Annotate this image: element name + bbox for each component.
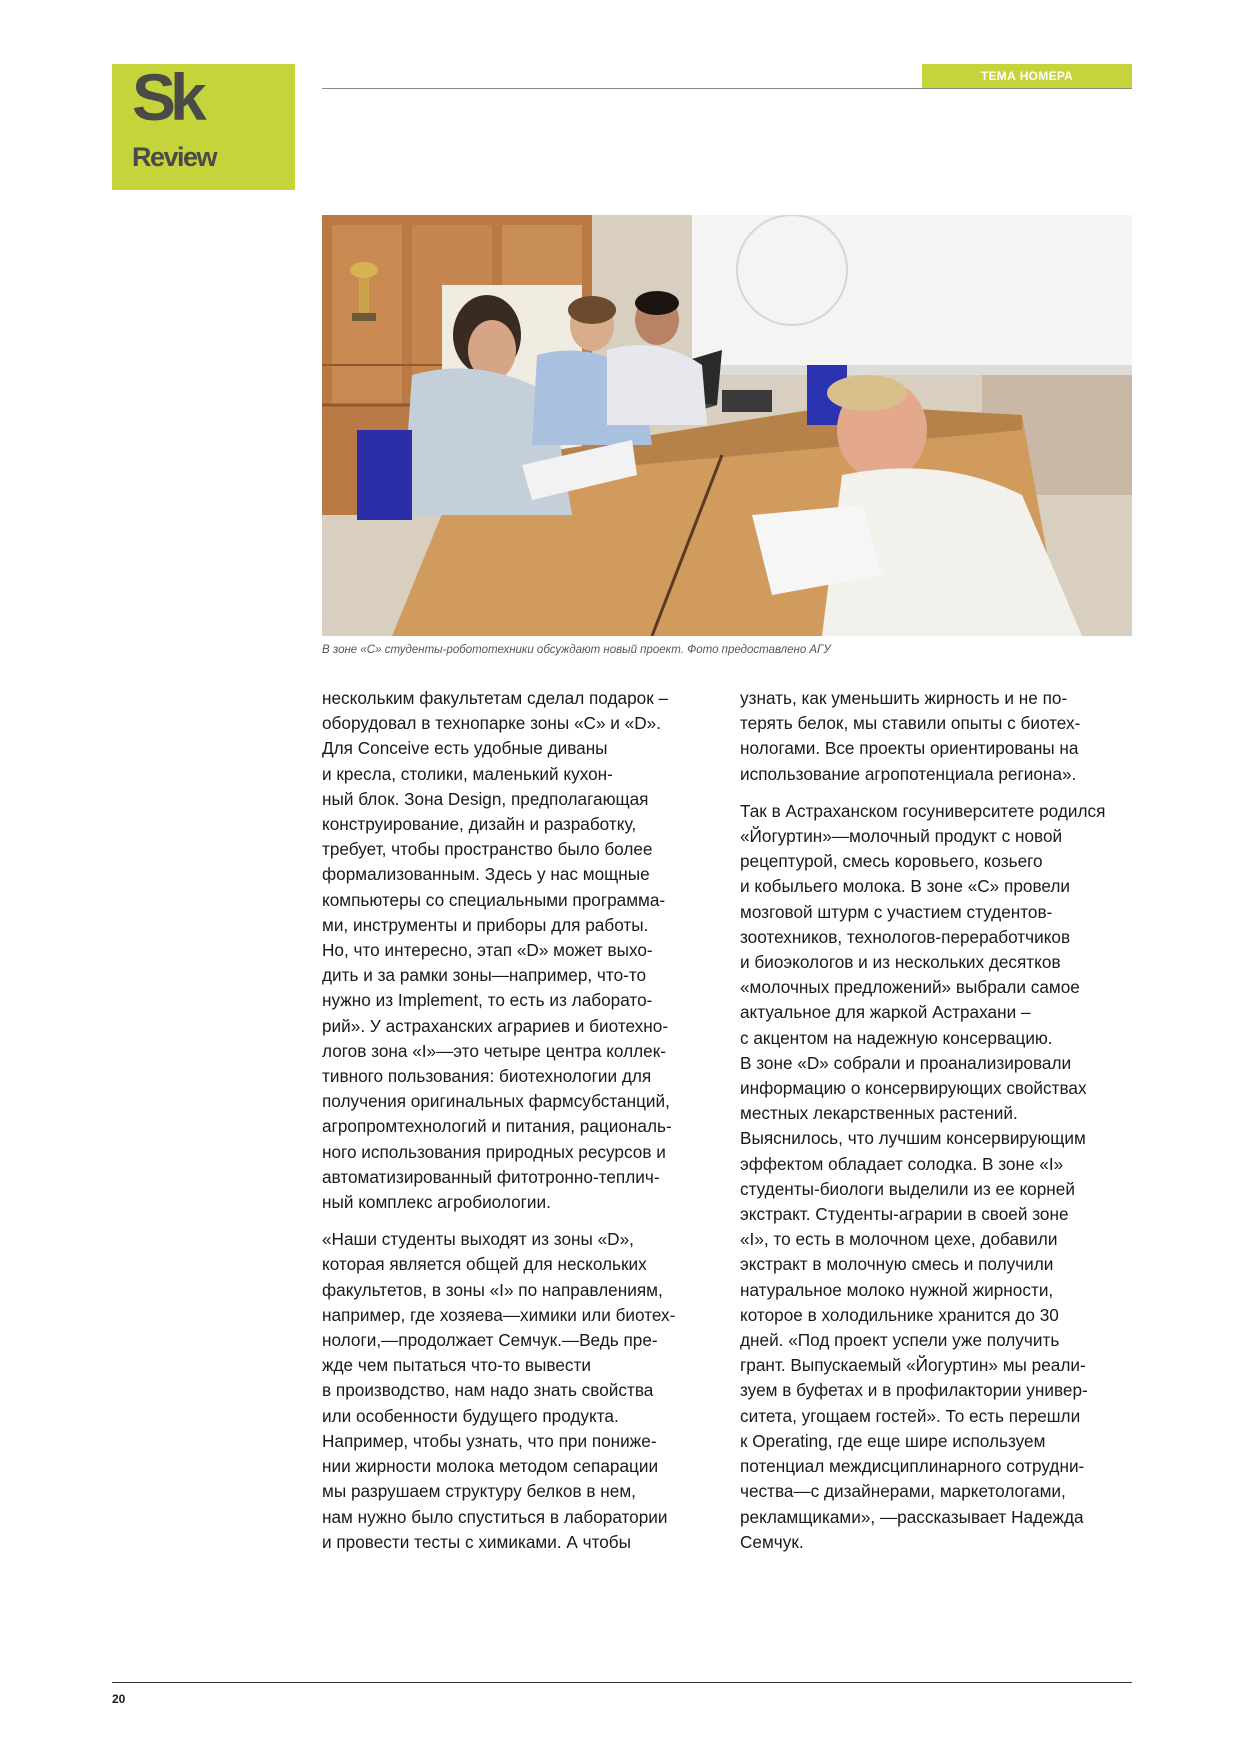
logo-mark: Sk <box>132 60 201 134</box>
logo-subtitle: Review <box>132 142 217 172</box>
header-rule <box>322 88 1132 89</box>
photo-caption: В зоне «C» студенты-робототехники обсуждают новый проект. Фото предоставлено АГУ <box>322 644 831 656</box>
paragraph: узнать, как уменьшить жирность и не по- терять белок, мы ставили опыты с биотех- нологами. Все проекты ориентированы на использование агропотенциала региона». <box>740 688 1081 784</box>
article-column-left <box>322 686 717 1567</box>
article-photo <box>322 215 1132 636</box>
paragraph: Так в Астраханском госуниверситете родился «Йогуртин»—молочный продукт с новой рецептурой, смесь коровьего, козьего и кобыльего молока. В зоне «C» провели мозговой штурм с участием студентов- зоотехников, технологов-переработчиков и биоэкологов и из нескольких десятков «молочных предложений» выбрали самое актуальное для жаркой Астрахани – с акцентом на надежную консервацию. В зоне «D» собрали и проанализировали информацию о консервирующих свойствах местных лекарственных растений. Выяснилось, что лучшим консервирующим эффектом обладает солодка. В зоне «I» студенты-биологи выделили из ее корней экстракт. Студенты-аграрии в своей зоне «I», то есть в молочном цехе, добавили экстракт в молочную смесь и получили натуральное молоко нужной жирности, которое в холодильнике хранится до 30 дней. «Под проект успели уже получить грант. Выпускаемый «Йогуртин» мы реали- зуем в буфетах и в профилактории универ- ситета, угощаем гостей». То есть перешли к Operating, где еще шире используем потенциал междисциплинарного сотрудни- чества—с дизайнерами, маркетологами, рекламщиками», —рассказывает Надежда Семчук. <box>740 800 1106 1552</box>
section-tag: ТЕМА НОМЕРА <box>922 64 1132 88</box>
sk-review-logo <box>112 60 295 190</box>
footer-rule <box>112 1682 1132 1683</box>
paragraph: «Наши студенты выходят из зоны «D», которая является общей для нескольких факультетов, в зоны «I» по направлениям, например, где хозяева—химики или биотех- нологи,—продолжает Семчук.—Ведь пре- жде чем пытаться что-то вывести в производство, нам надо знать свойства или особенности будущего продукта. Например, чтобы узнать, что при пониже- нии жирности молока методом сепарации мы разрушаем структуру белков в нем, нам нужно было спуститься в лаборатории и провести тесты с химиками. А чтобы <box>322 1229 676 1552</box>
page-number: 20 <box>112 1692 126 1706</box>
paragraph: нескольким факультетам сделал подарок – оборудовал в технопарке зоны «C» и «D». Для Conceive есть удобные диваны и кресла, столики, маленький кухон- ный блок. Зона Design, предполагающая конструирование, дизайн и разработку, требует, чтобы пространство было более формализованным. Здесь у нас мощные компьютеры со специальными программа- ми, инструменты и приборы для работы. Но, что интересно, этап «D» может выхо- дить и за рамки зоны—например, что-то нужно из Implement, то есть из лаборато- рий». У астраханских аграриев и биотехно- логов зона «I»—это четыре центра коллек- тивного пользования: биотехнологии для получения оригинальных фармсубстанций, агропромтехнологий и питания, рациональ- ного использования природных ресурсов и автоматизированный фитотронно-теплич- ный комплекс агробиологии. <box>322 688 672 1213</box>
article-column-right <box>740 686 1135 1567</box>
